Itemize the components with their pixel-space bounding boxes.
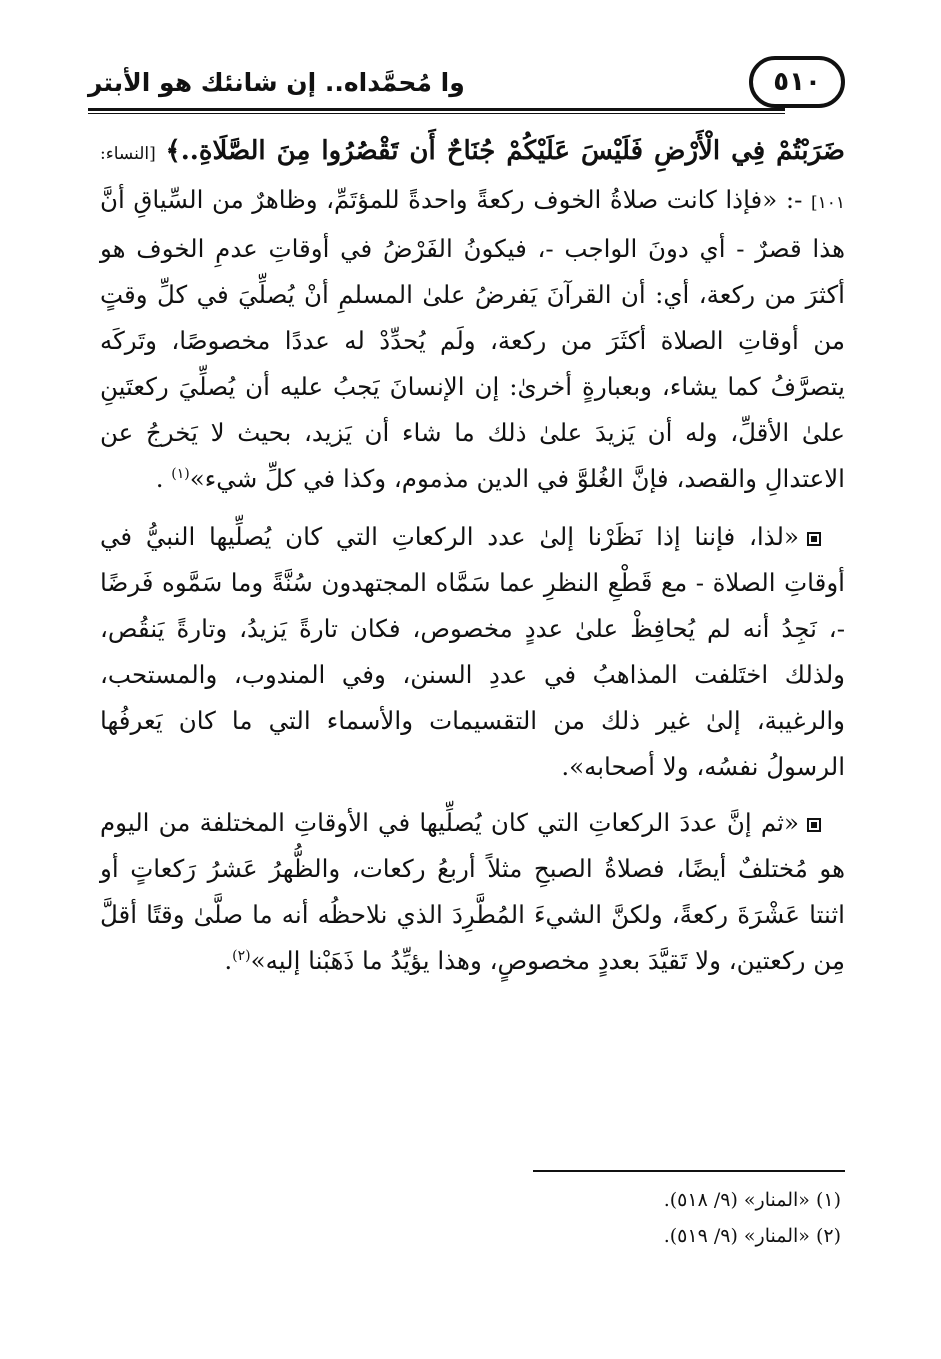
footnote-separator <box>533 1170 845 1172</box>
quran-verse: ضَرَبْتُمْ فِي الْأَرْضِ فَلَيْسَ عَلَيْكُمْ جُنَاحٌ أَن تَقْصُرُوا مِنَ الصَّلَاةِ..﴾ <box>165 136 845 166</box>
paragraph-text: «لذا، فإننا إذا نَظَرْنا إلىٰ عدد الركعاتِ التي كان يُصلِّيها النبيُّ في أوقاتِ الصلاة - مع قَطْعِ النظرِ عما سَمَّاه المجتهدون سُنَّةً وما سَمَّوه فَرضًا -، نَجِدُ أنه لم يُحافِظْ علىٰ عددٍ مخصوص، فكان تارةً يَزيدُ، وتارةً يَنقُص، ولذلك اختَلفت المذاهبُ في عددِ السنن، وفي المندوب، والمستحب، والرغيبة، إلىٰ غير ذلك من التقسيمات والأسماء التي ما كان يَعرفُها الرسولُ نفسُه، ولا أصحابه» <box>100 522 845 781</box>
paragraph-1 <box>100 128 845 502</box>
main-text <box>100 128 845 994</box>
header-rule-thin <box>88 113 785 114</box>
paragraph-2 <box>100 514 845 790</box>
quran-reference: [النساء: ١٠١] <box>100 144 845 213</box>
running-title: وا مُحمَّداه.. إن شانئك هو الأبتر <box>88 68 465 97</box>
page-number: ٥١٠ <box>749 56 845 108</box>
footnote-2: (٢) «المنار» (٩/ ٥١٩). <box>663 1225 841 1247</box>
square-bullet-icon <box>807 818 821 832</box>
page-header <box>88 50 845 114</box>
footnote-marker: (٢) <box>232 947 251 964</box>
footnote-marker: (١) <box>171 465 190 482</box>
paragraph-tail: . <box>224 946 233 975</box>
square-bullet-icon <box>807 532 821 546</box>
paragraph-text: «ثم إنَّ عددَ الركعاتِ التي كان يُصلِّيها في الأوقاتِ المختلفة من اليوم هو مُختلفٌ أيضًا، فصلاةُ الصبحِ مثلاً أربعُ ركعات، والظُّهرُ عَشرُ رَكعاتٍ أو اثنتا عَشْرَةَ ركعةً، ولكنَّ الشيءَ المُطَّرِدَ الذي نلاحظُه أنه ما صلَّىٰ وقتًا أقلَّ مِن ركعتين، ولا تَقيَّدَ بعددٍ مخصوصٍ، وهذا يؤيِّدُ ما ذَهَبْنا إليه» <box>100 808 845 975</box>
footnote-1: (١) «المنار» (٩/ ٥١٨). <box>663 1189 841 1211</box>
paragraph-tail: . <box>155 464 172 493</box>
header-rule <box>88 108 785 111</box>
footnotes <box>341 1182 841 1254</box>
paragraph-tail: . <box>561 752 570 781</box>
paragraph-text: -: «فإذا كانت صلاةُ الخوف ركعةً واحدةً للمؤتَمِّ، وظاهرٌ من السِّياقِ أنَّ هذا قصرٌ - أي دونَ الواجب -، فيكونُ الفَرْضُ في أوقاتِ عدمِ الخوف هو أكثرَ من ركعة، أي: أن القرآنَ يَفرضُ علىٰ المسلمِ أنْ يُصلِّيَ في كلِّ وقتٍ من أوقاتِ الصلاة أكثَرَ من ركعة، ولَم يُحدِّدْ له عددًا مخصوصًا، وتَركَه يتصرَّفُ كما يشاء، وبعبارةٍ أخرىٰ: إن الإنسانَ يَجبُ عليه أن يُصلِّيَ ركعتَينِ علىٰ الأقلِّ، وله أن يَزيدَ علىٰ ذلك ما شاء أن يَزيد، بحيث لا يَخرجُ عن الاعتدالِ والقصد، فإنَّ الغُلوَّ في الدين مذموم، وكذا في كلِّ شيء» <box>100 185 845 493</box>
paragraph-3 <box>100 800 845 984</box>
